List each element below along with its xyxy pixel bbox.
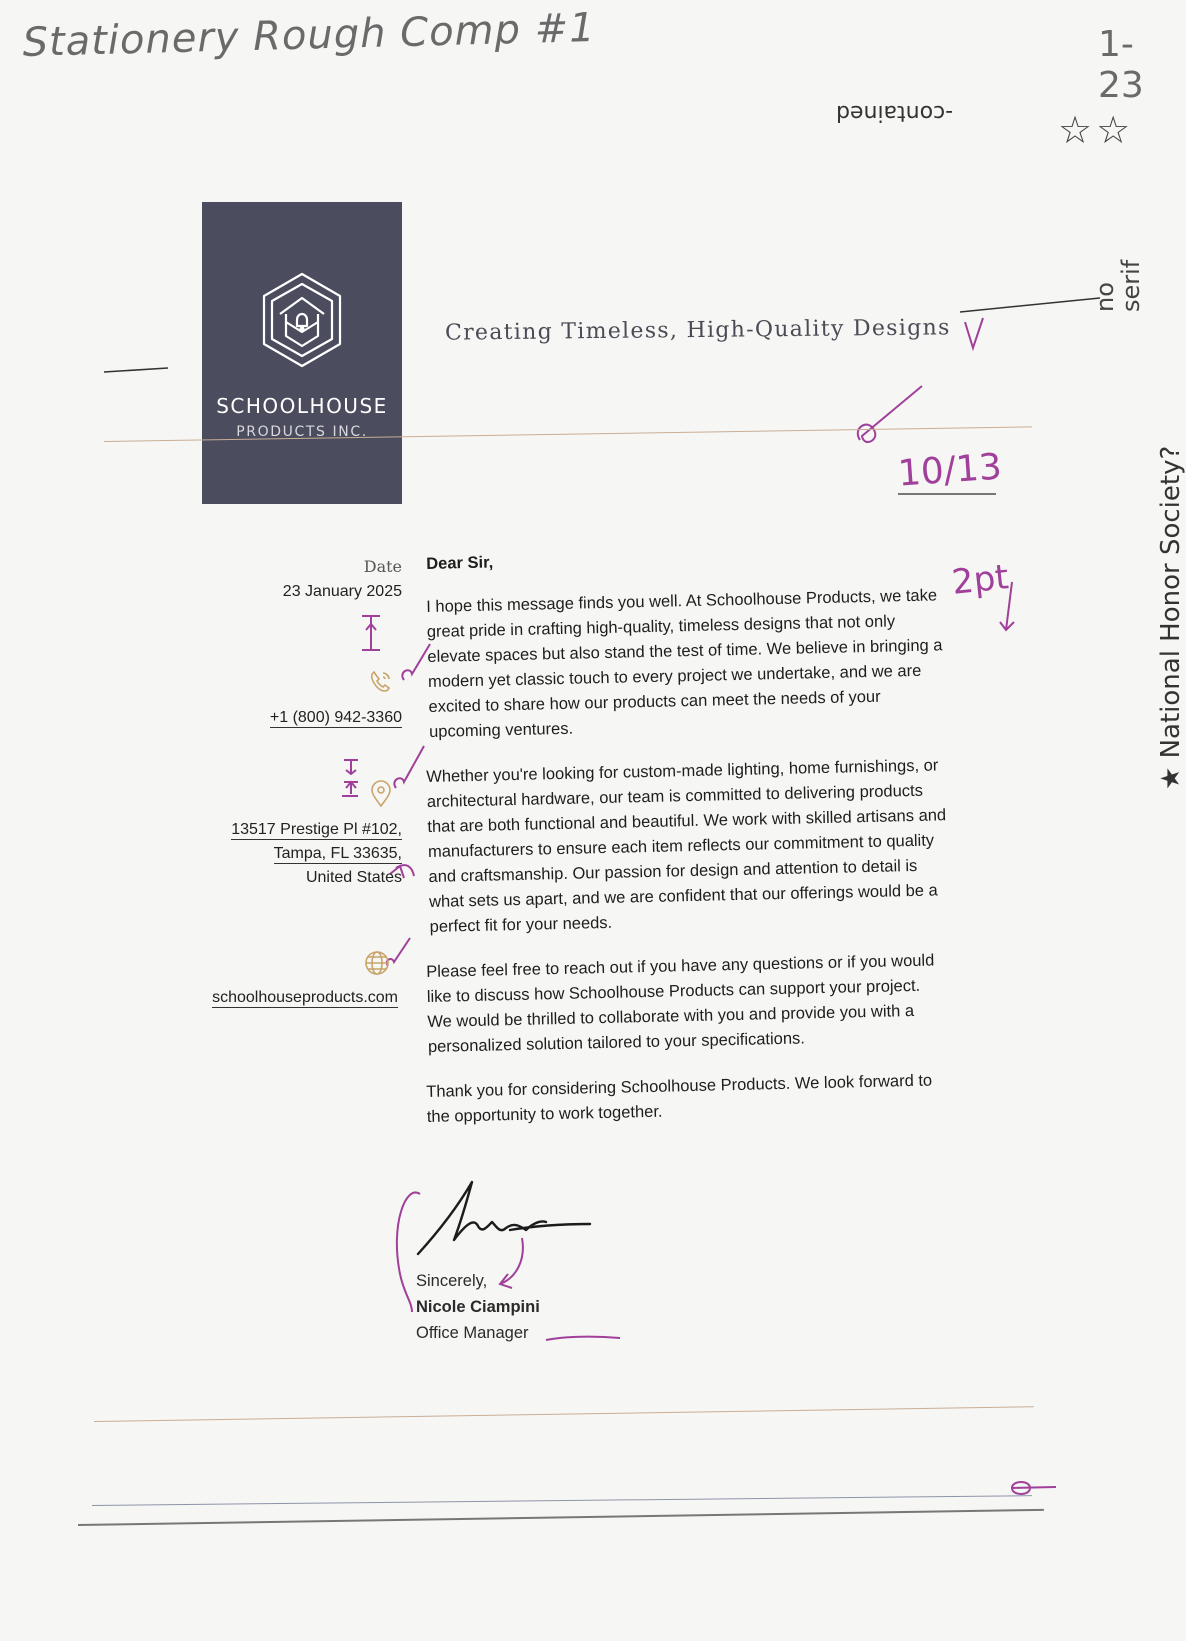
handwritten-stars: ☆☆ (1058, 108, 1135, 152)
address-line-1: 13517 Prestige Pl #102, (231, 821, 402, 838)
markup-check-web (387, 938, 410, 966)
markup-circle-bottom (1012, 1482, 1056, 1494)
company-logo (202, 202, 402, 504)
markup-check-rule (858, 386, 922, 442)
globe-icon (364, 950, 390, 976)
letter-date: 23 January 2025 (282, 583, 402, 600)
markup-check-address (394, 746, 424, 788)
handwritten-side-note: ★ National Honor Society? (1156, 445, 1186, 790)
letter-paragraph-3: Please feel free to reach out if you have any questions or if you would like to discuss how Schoolhouse Products can support your project. We would be thrilled to collaborate with you and provide you with a personalized solution tailored to your specifications. (426, 951, 935, 1056)
markup-check-phone (402, 644, 430, 680)
signer-name: Nicole Ciampini (416, 1298, 540, 1316)
markup-title-line (546, 1337, 620, 1340)
markup-left-dash (104, 368, 168, 372)
date-label: Date (363, 557, 402, 576)
phone-text: +1 (800) 942-3360 (269, 709, 402, 726)
address-line-3: United States (305, 869, 402, 886)
schoolhouse-logo-icon (260, 270, 344, 370)
letter-paragraph-1: I hope this message finds you well. At Schoolhouse Products, we take great pride in crafting high-quality, timeless designs that not only elevate spaces but also stand the test of time. We believe in bringing a modern yet classic touch to every project we undertake, and we are excited to share how our products can meet the needs of your upcoming ventures. (426, 586, 943, 741)
signature-block (416, 1268, 540, 1346)
phone-icon (368, 668, 394, 694)
postal-address (192, 818, 402, 890)
closing-text: Sincerely, (416, 1272, 488, 1290)
handwritten-size-note: 2pt (950, 557, 1011, 603)
markup-noserif-line (960, 298, 1100, 312)
handwritten-title: Stationery Rough Comp #1 (22, 4, 597, 66)
markup-check-tagline (965, 318, 983, 348)
letter-paragraph-2: Whether you're looking for custom-made lighting, home furnishings, or architectural hardware, our team is committed to delivering products that are both functional and beautiful. We work with skilled artisans and manufacturers to ensure each item reflects our commitment to quality and craftsmanship. Our passion for design and attention to detail is what sets us apart, and we are confident that our offerings would be a perfect fit for your needs. (426, 756, 947, 936)
markup-spacing-2 (342, 760, 358, 796)
logo-subtitle: PRODUCTS INC. (236, 424, 368, 440)
letter-paragraph-4: Thank you for considering Schoolhouse Products. We look forward to the opportunity to work together. (426, 1071, 933, 1126)
address-line-2: Tampa, FL 33635, (273, 845, 402, 862)
website-text: schoolhouseproducts.com (212, 989, 398, 1006)
handwritten-no-serif-note: no serif (1091, 259, 1145, 312)
salutation: Dear Sir, (426, 553, 494, 573)
handwritten-date-note: 10/13 (896, 446, 1004, 495)
location-pin-icon (370, 780, 392, 808)
logo-name: SCHOOLHOUSE (216, 394, 388, 418)
signer-title: Office Manager (416, 1324, 529, 1342)
handwritten-page-number: 1-23 (1098, 24, 1144, 106)
markup-spacing-1 (362, 616, 380, 650)
markup-arrow-2pt (1000, 582, 1014, 630)
handwritten-signature (414, 1176, 594, 1260)
website-link[interactable] (186, 986, 398, 1010)
handwritten-mirrored-note: -contained (836, 100, 954, 125)
phone-number[interactable] (192, 706, 402, 730)
tagline: Creating Timeless, High-Quality Designs (444, 315, 951, 346)
